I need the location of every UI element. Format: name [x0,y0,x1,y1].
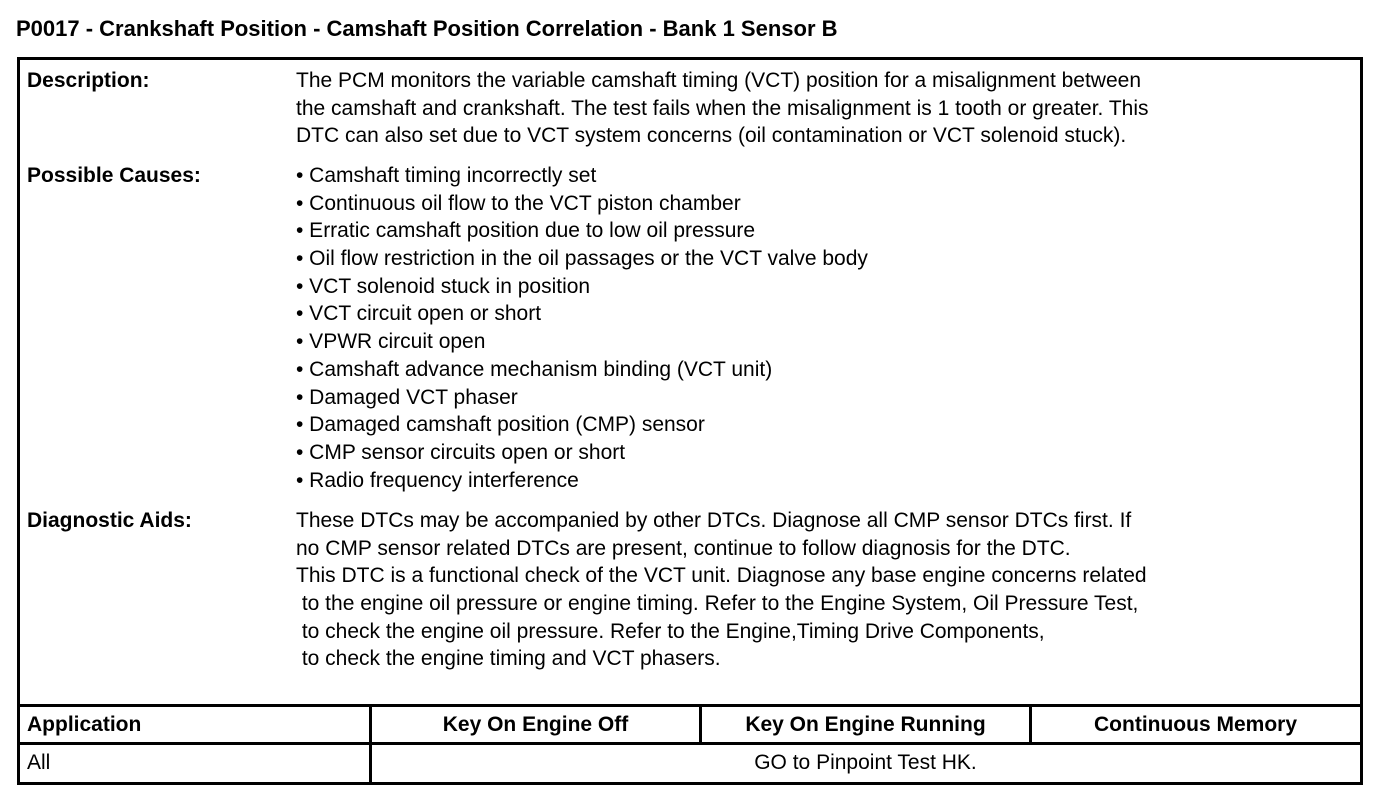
description-line: DTC can also set due to VCT system concerns (oil contamination or VCT solenoid stuck). [296,124,1127,148]
cause-item: • Continuous oil flow to the VCT piston chamber [296,191,741,215]
diagnostic-aids-label: Diagnostic Aids: [27,509,192,532]
aids-line: This DTC is a functional check of the VCT unit. Diagnose any base engine concerns related [296,564,1147,588]
cause-item: • Damaged camshaft position (CMP) sensor [296,413,705,437]
pinpoint-test-instruction: GO to Pinpoint Test HK. [754,751,977,774]
cause-item: • Camshaft timing incorrectly set [296,164,597,187]
description-text [296,67,1149,150]
cause-item: • Oil flow restriction in the oil passages or the VCT valve body [296,247,868,271]
aids-line: to the engine oil pressure or engine timing. Refer to the Engine System, Oil Pressure Test, [296,592,1139,616]
aids-line: These DTCs may be accompanied by other DTCs. Diagnose all CMP sensor DTCs first. If [296,509,1132,532]
page-title: P0017 - Crankshaft Position - Camshaft Position Correlation - Bank 1 Sensor B [16,16,838,41]
header-koeo: Key On Engine Off [442,713,629,736]
description-label: Description: [27,69,150,92]
aids-line: no CMP sensor related DTCs are present, continue to follow diagnosis for the DTC. [296,536,1071,560]
header-continuous-memory: Continuous Memory [1094,713,1297,736]
cause-item: • VPWR circuit open [296,330,486,354]
description-line: the camshaft and crankshaft. The test fails when the misalignment is 1 tooth or greater. This [296,96,1149,120]
cause-item: • Damaged VCT phaser [296,385,518,409]
cause-item: • Radio frequency interference [296,468,579,492]
cause-item: • Erratic camshaft position due to low oil pressure [296,219,756,243]
header-application: Application [27,713,142,736]
header-koer: Key On Engine Running [745,713,986,736]
possible-causes-list [296,162,868,494]
application-value: All [27,751,51,774]
aids-line: to check the engine timing and VCT phasers. [296,647,721,671]
cause-item: • VCT circuit open or short [296,302,542,326]
diagnostic-aids-text [296,507,1147,673]
possible-causes-label: Possible Causes: [27,164,201,187]
cause-item: • CMP sensor circuits open or short [296,440,626,464]
description-line: The PCM monitors the variable camshaft timing (VCT) position for a misalignment between [296,69,1142,92]
cause-item: • VCT solenoid stuck in position [296,274,591,298]
aids-line: to check the engine oil pressure. Refer to the Engine,Timing Drive Components, [296,619,1045,643]
cause-item: • Camshaft advance mechanism binding (VCT unit) [296,357,773,381]
